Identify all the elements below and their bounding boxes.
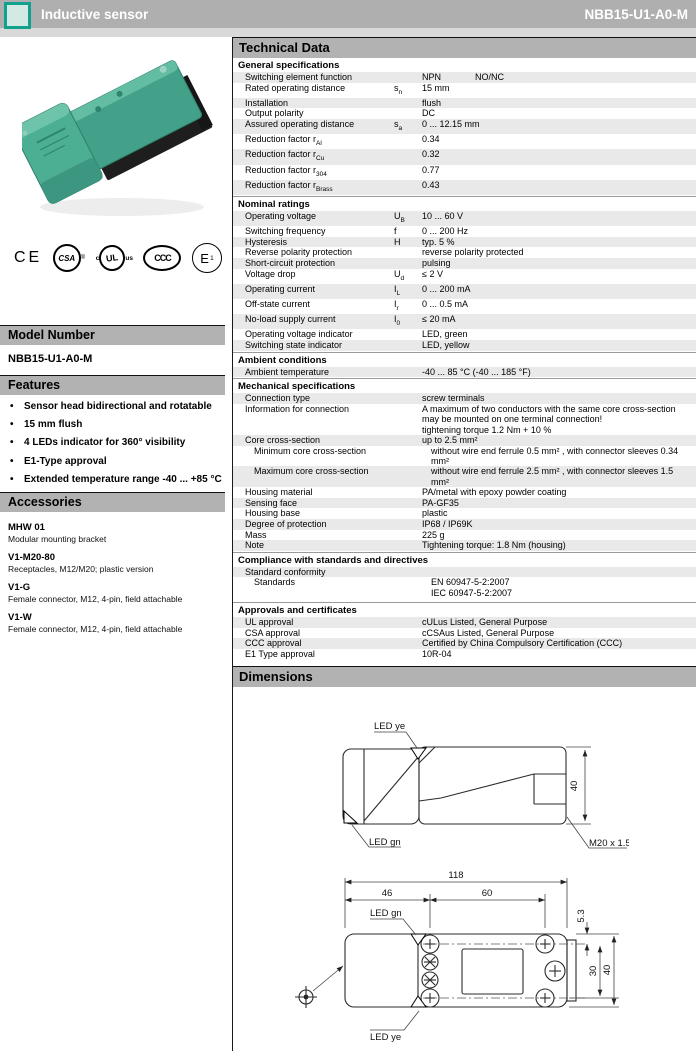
spec-row: Off-state current $I_r$ 0 ... 0.5 mA [245,298,469,312]
dim-length-label: 118 [448,869,464,881]
accessory-name: V1-G [8,581,31,593]
features-list [0,395,232,486]
section-header: Ambient conditions [233,352,696,367]
dim-pitch-label: 30 [588,965,599,976]
dim-height-label: 40 [569,780,580,791]
spec-row: Hysteresis H typ. 5 % [233,237,696,248]
page-header [0,0,696,28]
led-gn-triangle [411,934,426,945]
spec-row: CCC approval Certified by China Compulsory Certification (CCC) [233,638,696,649]
spec-row: Standards EN 60947-5-2:2007 IEC 60947-5-2:2007 [254,577,513,598]
spec-row: No-load supply current $I_0$ ≤ 20 mA [233,314,696,329]
product-photo [22,47,217,225]
spec-row: Operating voltage indicator LED, green [245,329,468,340]
left-column [0,37,232,1051]
technical-data-heading: Technical Data [233,37,696,58]
features-heading: Features [0,375,225,395]
led-gn-label: LED gn [369,836,401,848]
spec-row: Ambient temperature -40 ... 85 °C (-40 ... 185 °F) [233,367,696,378]
spec-row: Operating current $I_L$ 0 ... 200 mA [233,284,696,299]
spec-row: Connection type screw terminals [233,393,696,404]
spec-row: Rated operating distance $s_n$ 15 mm [245,82,450,96]
accessory-description: Female connector, M12, 4-pin, field attachable [8,593,183,604]
spec-row: Reduction factor $r_{304}$ 0.77 [245,164,440,178]
spec-row: Switching frequency f 0 ... 200 Hz [245,226,469,237]
spec-row: Output polarity DC [245,108,435,119]
header-substrip [0,28,696,37]
tech-table [233,58,696,660]
spec-row: Sensing face PA-GF35 [233,498,696,509]
spec-row: Standard conformity [233,567,696,578]
spec-row: Degree of protection IP68 / IP69K [233,519,696,530]
dim-seg-right-label: 60 [481,887,493,899]
feature-item: • Sensor head bidirectional and rotatable [10,401,212,412]
model-number-heading: Model Number [0,325,225,345]
sensing-face-symbol [295,966,343,1008]
model-number-value: NBB15-U1-A0-M [8,353,93,365]
spec-row: Housing material PA/metal with epoxy powder coating [245,487,567,498]
brand-logo-icon [4,2,31,29]
led-gn-triangle [344,811,357,823]
section-header: Compliance with standards and directives [233,552,696,567]
ce-mark-icon: CE [14,249,43,266]
spec-row: Reverse polarity protection reverse polarity protected [245,247,524,258]
feature-item: • 4 LEDs indicator for 360° visibility [10,437,186,449]
certification-marks [14,241,222,275]
spec-row: Note Tightening torque: 1.8 Nm (housing) [233,540,696,551]
spec-row: Switching element function NPN NO/NC [233,72,696,83]
page-title: Inductive sensor [41,6,149,22]
dimensions-heading: Dimensions [233,666,696,687]
dim-seg-left-label: 46 [381,887,393,899]
spec-row: Operating voltage $U_B$ 10 ... 60 V [233,211,696,226]
led-gn-label: LED gn [370,907,402,919]
right-column [232,37,696,1051]
dimension-drawing-top [233,864,696,1051]
cul-mark-icon: c UL us [96,245,133,271]
spec-row: Reduction factor $r_{Al}$ 0.34 [245,134,440,147]
dim-width-label: 40 [602,964,613,975]
accessory-description: Modular mounting bracket [8,533,107,544]
spec-row: Switching state indicator LED, yellow [233,340,696,351]
spec-row: Voltage drop $U_d$ ≤ 2 V [245,268,443,282]
section-header: Mechanical specifications [233,378,696,393]
section-header: Approvals and certificates [233,602,696,617]
spec-row: Information for connection A maximum of two conductors with the same core cross-section may be mounted on one terminal connection! tightening torque 1.2 Nm + 10 % [245,403,676,435]
thread-label: M20 x 1.5 [589,837,629,849]
e1-mark-icon: E 1 [192,243,222,273]
terminal-screws [421,935,565,1007]
csa-mark-icon: CSA ® [53,244,85,272]
spec-row: Housing base plastic [245,508,448,519]
header-model-number: NBB15-U1-A0-M [584,6,688,22]
spec-row: Mass 225 g [245,529,445,540]
accessories-heading: Accessories [0,492,225,512]
spec-row: Core cross-section up to 2.5 mm² [233,435,696,446]
accessory-name: MHW 01 [8,521,45,533]
spec-row: Reduction factor $r_{Brass}$ 0.43 [233,180,696,195]
spec-row: CSA approval cCSAus Listed, General Purpose [245,627,555,638]
feature-item: • 15 mm flush [10,419,83,431]
led-ye-label: LED ye [370,1031,402,1043]
ccc-mark-icon: CCC [143,245,181,271]
spec-row: UL approval cULus Listed, General Purpose [233,617,696,628]
feature-item: • Extended temperature range -40 ... +85 °C [10,473,222,485]
section-header: General specifications [238,60,340,71]
spec-row: Reduction factor $r_{Cu}$ 0.32 [233,149,696,164]
spec-row: Maximum core cross-section without wire end ferrule 2.5 mm² , with connector sleeves 1.5 mm² [233,466,696,487]
accessory-description: Receptacles, M12/M20; plastic version [8,563,154,574]
accessories-list [0,512,232,634]
spec-row: Installation flush [233,98,696,109]
led-ye-label: LED ye [374,720,406,732]
feature-item: • E1-Type approval [10,455,107,467]
dim-offset-label: 5.3 [576,908,587,923]
led-ye-triangle [411,748,426,759]
spec-row: Assured operating distance $s_a$ 0 ... 12.15 mm [233,119,696,134]
spec-row: E1 Type approval 10R-04 [245,648,452,659]
spec-row: Short-circuit protection pulsing [233,258,696,269]
dimension-drawing-side [233,687,696,864]
accessory-description: Female connector, M12, 4-pin, field attachable [8,623,183,634]
section-header: Nominal ratings [233,196,696,211]
accessory-name: V1-M20-80 [8,551,55,563]
accessory-name: V1-W [8,611,32,623]
spec-row: Minimum core cross-section without wire end ferrule 0.5 mm² , with connector sleeves 0.34 mm² [254,445,679,466]
